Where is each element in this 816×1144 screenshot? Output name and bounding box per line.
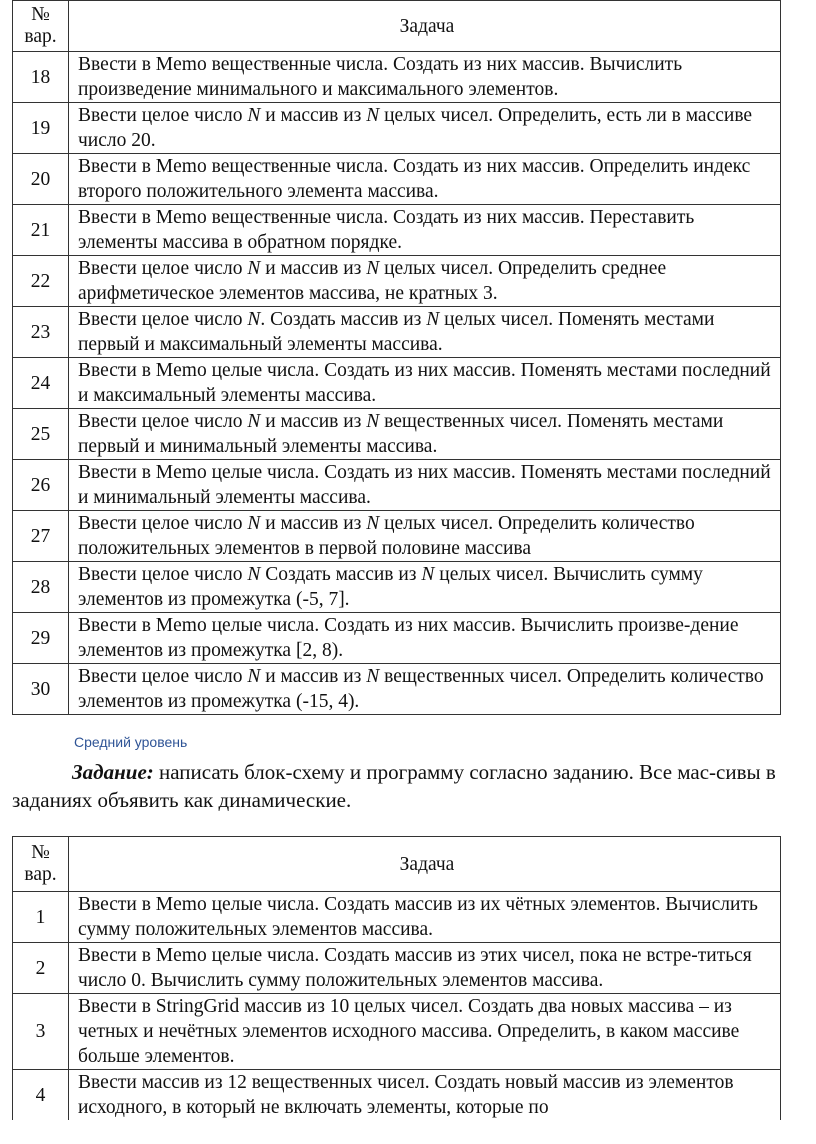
variable-n: N bbox=[366, 666, 380, 687]
variant-number: 28 bbox=[13, 562, 69, 613]
task-text: Ввести в Memo вещественные числа. Создать из них массив. Определить индекс второго положительного элемента массива. bbox=[78, 156, 751, 202]
table-row bbox=[13, 409, 781, 460]
task-description bbox=[69, 256, 781, 307]
task-description bbox=[69, 664, 781, 715]
variable-n: N bbox=[366, 411, 380, 432]
variant-number: 24 bbox=[13, 358, 69, 409]
task-text: Ввести целое число bbox=[78, 309, 248, 330]
task-text: целых чисел. Определить, есть ли в массиве число 20. bbox=[78, 105, 753, 151]
task-text: целых чисел. Вычислить сумму элементов из промежутка (-5, 7]. bbox=[78, 564, 703, 610]
assignment-label: Задание: bbox=[72, 760, 154, 784]
task-text: Ввести в Memo целые числа. Создать из них массив. Поменять местами последний и минимальный элементы массива. bbox=[78, 462, 771, 508]
variant-number: 3 bbox=[13, 994, 69, 1070]
section-subheading: Средний уровень bbox=[74, 734, 188, 750]
task-text: Ввести в Memo целые числа. Создать из них массив. Поменять местами последний и максимальный элементы массива. bbox=[78, 360, 771, 406]
task-text: и массив из bbox=[260, 411, 367, 432]
assignment-text: написать блок-схему и программу согласно заданию. Все мас-сивы в заданиях объявить как динамические. bbox=[12, 760, 776, 812]
task-text: Ввести в Memo целые числа. Создать из них массив. Вычислить произве-дение элементов из промежутка [2, 8). bbox=[78, 615, 739, 661]
variant-number: 19 bbox=[13, 103, 69, 154]
variable-n: N bbox=[247, 411, 261, 432]
variant-number: 22 bbox=[13, 256, 69, 307]
variant-number: 4 bbox=[13, 1070, 69, 1121]
table-row bbox=[13, 205, 781, 256]
table-row bbox=[13, 664, 781, 715]
table-header-row bbox=[13, 1, 781, 52]
variant-number: 26 bbox=[13, 460, 69, 511]
task-table-intermediate bbox=[12, 836, 781, 1120]
task-description bbox=[69, 460, 781, 511]
task-description bbox=[69, 409, 781, 460]
task-text: Ввести целое число bbox=[78, 666, 248, 687]
table-row bbox=[13, 613, 781, 664]
table-row bbox=[13, 1070, 781, 1121]
task-text: Создать массив из bbox=[260, 564, 422, 585]
task-description bbox=[69, 994, 781, 1070]
task-text: Ввести в Memo вещественные числа. Создать из них массив. Вычислить произведение минимального и максимального элементов. bbox=[78, 54, 683, 100]
table-row bbox=[13, 562, 781, 613]
task-description bbox=[69, 307, 781, 358]
task-text: и массив из bbox=[260, 666, 367, 687]
assignment-paragraph bbox=[12, 758, 777, 814]
header-num-sign: № bbox=[31, 4, 50, 25]
task-table-basic bbox=[12, 0, 781, 715]
variable-n: N bbox=[421, 564, 435, 585]
variable-n: N bbox=[366, 105, 380, 126]
task-text: Ввести в Memo целые числа. Создать массив из их чётных элементов. Вычислить сумму положительных элементов массива. bbox=[78, 894, 758, 940]
task-description bbox=[69, 613, 781, 664]
variable-n: N bbox=[247, 513, 261, 534]
table-row bbox=[13, 994, 781, 1070]
task-text: целых чисел. Определить среднее арифметическое элементов массива, не кратных 3. bbox=[78, 258, 667, 304]
variable-n: N bbox=[247, 309, 261, 330]
task-text: Ввести в Memo целые числа. Создать массив из этих чисел, пока не встре-титься число 0. Вычислить сумму положительных элементов массива. bbox=[78, 945, 752, 991]
task-text: целых чисел. Определить количество положительных элементов в первой половине массива bbox=[78, 513, 695, 559]
header-task-cell: Задача bbox=[69, 837, 781, 892]
task-description bbox=[69, 943, 781, 994]
task-text: Ввести в Memo вещественные числа. Создать из них массив. Переставить элементы массива в обратном порядке. bbox=[78, 207, 695, 253]
variable-n: N bbox=[247, 564, 261, 585]
variant-number: 1 bbox=[13, 892, 69, 943]
table-row bbox=[13, 103, 781, 154]
table-row bbox=[13, 460, 781, 511]
task-text: Ввести целое число bbox=[78, 258, 248, 279]
variant-number: 29 bbox=[13, 613, 69, 664]
variant-number: 30 bbox=[13, 664, 69, 715]
table-row bbox=[13, 307, 781, 358]
task-description bbox=[69, 103, 781, 154]
task-text: . Создать массив из bbox=[260, 309, 427, 330]
header-variant-cell bbox=[13, 1, 69, 52]
variable-n: N bbox=[366, 258, 380, 279]
task-text: вещественных чисел. Поменять местами первый и минимальный элементы массива. bbox=[78, 411, 724, 457]
task-text: Ввести в StringGrid массив из 10 целых чисел. Создать два новых массива – из четных и нечётных элементов исходного массива. Определить, в каком массиве больше элементов. bbox=[78, 996, 740, 1067]
table-row bbox=[13, 511, 781, 562]
variable-n: N bbox=[366, 513, 380, 534]
task-description bbox=[69, 358, 781, 409]
variable-n: N bbox=[426, 309, 440, 330]
task-text: вещественных чисел. Определить количество элементов из промежутка (-15, 4). bbox=[78, 666, 764, 712]
variable-n: N bbox=[247, 105, 261, 126]
table-row bbox=[13, 256, 781, 307]
variant-number: 23 bbox=[13, 307, 69, 358]
table-row bbox=[13, 52, 781, 103]
header-variant-cell bbox=[13, 837, 69, 892]
table-row bbox=[13, 943, 781, 994]
variant-number: 20 bbox=[13, 154, 69, 205]
task-text: Ввести целое число bbox=[78, 564, 248, 585]
header-variant-label: вар. bbox=[24, 26, 57, 47]
header-task-cell: Задача bbox=[69, 1, 781, 52]
task-description bbox=[69, 562, 781, 613]
task-text: и массив из bbox=[260, 258, 367, 279]
task-description bbox=[69, 1070, 781, 1121]
task-text: Ввести целое число bbox=[78, 513, 248, 534]
table-row bbox=[13, 358, 781, 409]
task-text: и массив из bbox=[260, 105, 367, 126]
task-description bbox=[69, 154, 781, 205]
task-description bbox=[69, 205, 781, 256]
table-row bbox=[13, 154, 781, 205]
header-variant-label: вар. bbox=[24, 864, 57, 885]
task-text: и массив из bbox=[260, 513, 367, 534]
table-header-row bbox=[13, 837, 781, 892]
variable-n: N bbox=[247, 258, 261, 279]
header-num-sign: № bbox=[31, 842, 50, 863]
task-text: целых чисел. Поменять местами первый и максимальный элементы массива. bbox=[78, 309, 715, 355]
task-description bbox=[69, 511, 781, 562]
variant-number: 25 bbox=[13, 409, 69, 460]
variant-number: 2 bbox=[13, 943, 69, 994]
variable-n: N bbox=[247, 666, 261, 687]
table-row bbox=[13, 892, 781, 943]
task-text: Ввести целое число bbox=[78, 411, 248, 432]
variant-number: 21 bbox=[13, 205, 69, 256]
variant-number: 18 bbox=[13, 52, 69, 103]
task-text: Ввести целое число bbox=[78, 105, 248, 126]
task-description bbox=[69, 52, 781, 103]
task-description bbox=[69, 892, 781, 943]
task-text: Ввести массив из 12 вещественных чисел. Создать новый массив из элементов исходного, в который не включать элементы, которые по bbox=[78, 1072, 734, 1118]
variant-number: 27 bbox=[13, 511, 69, 562]
